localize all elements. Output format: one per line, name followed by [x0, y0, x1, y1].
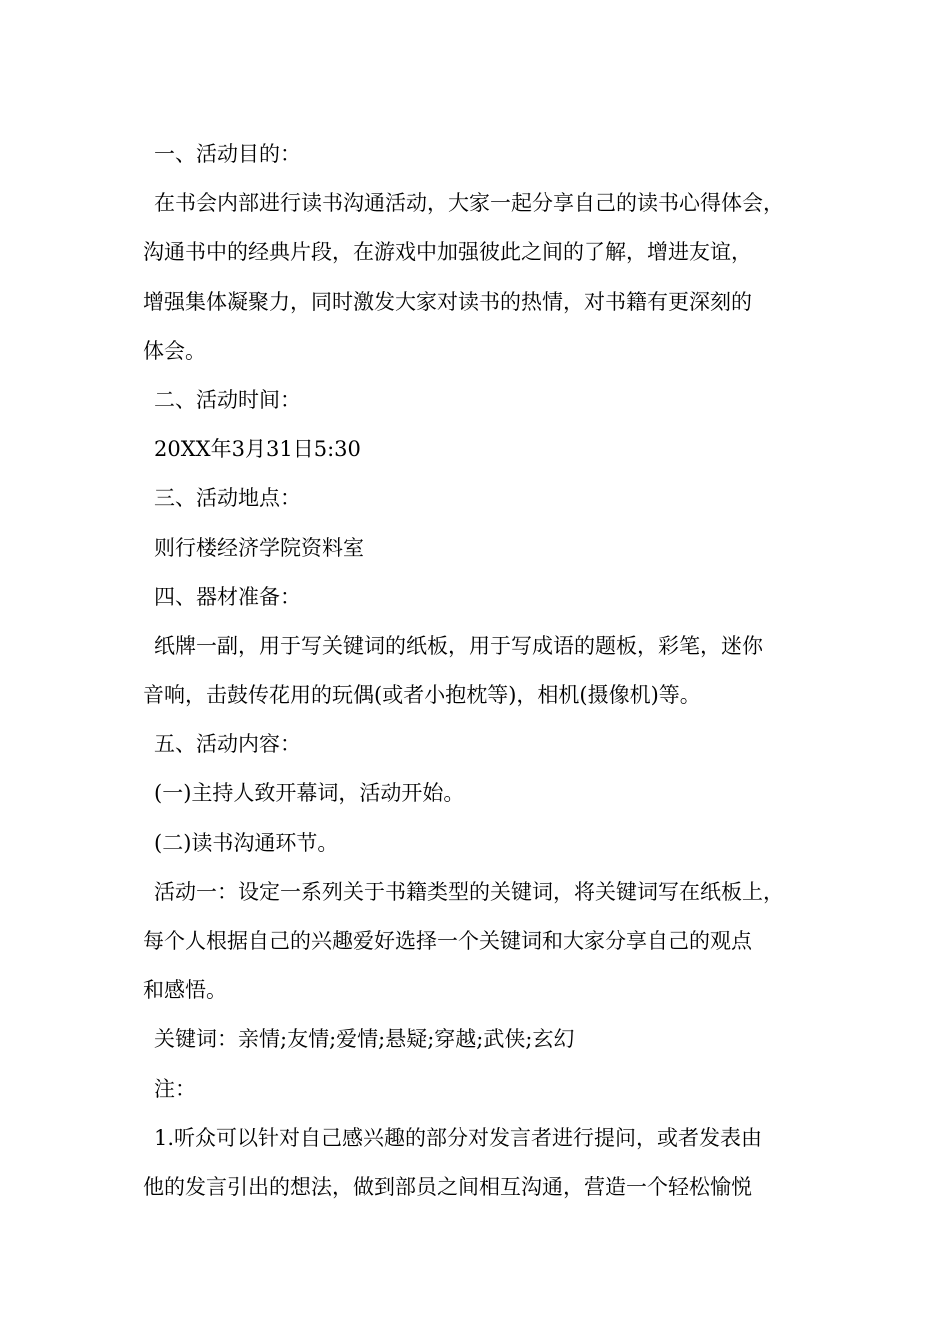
- paragraph-line: 和感悟。: [143, 978, 227, 1003]
- heading-activity-location: 三、活动地点：: [154, 486, 301, 511]
- paragraph-line: 体会。: [143, 338, 206, 363]
- paragraph-line: 则行楼经济学院资料室: [154, 535, 364, 560]
- document-body: [143, 130, 823, 1212]
- note-heading: 注：: [154, 1076, 196, 1101]
- paragraph-line: 纸牌一副，用于写关键词的纸板，用于写成语的题板，彩笔，迷你: [154, 633, 763, 658]
- heading-equipment: 四、器材准备：: [154, 584, 301, 609]
- note-item: 1.听众可以针对自己感兴趣的部分对发言者进行提问，或者发表由: [154, 1125, 763, 1150]
- heading-activity-purpose: 一、活动目的：: [154, 142, 301, 166]
- heading-activity-time: 二、活动时间：: [154, 387, 301, 412]
- paragraph-line: 在书会内部进行读书沟通活动，大家一起分享自己的读书心得体会，: [154, 191, 784, 216]
- list-item: (二)读书沟通环节。: [154, 830, 339, 855]
- paragraph-line: 音响，击鼓传花用的玩偶(或者小抱枕等)，相机(摄像机)等。: [143, 683, 701, 708]
- heading-activity-content: 五、活动内容：: [154, 732, 301, 757]
- keywords-line: 关键词：亲情;友情;爱情;悬疑;穿越;武侠;玄幻: [154, 1027, 575, 1052]
- paragraph-line: 20XX年3月31日5:30: [154, 437, 361, 462]
- paragraph-line: 沟通书中的经典片段，在游戏中加强彼此之间的了解，增进友谊，: [143, 240, 752, 265]
- paragraph-line: 增强集体凝聚力，同时激发大家对读书的热情，对书籍有更深刻的: [143, 289, 752, 314]
- list-item: (一)主持人致开幕词，活动开始。: [154, 781, 465, 806]
- paragraph-line: 他的发言引出的想法，做到部员之间相互沟通，营造一个轻松愉悦: [143, 1174, 752, 1199]
- paragraph-line: 活动一：设定一系列关于书籍类型的关键词，将关键词写在纸板上，: [154, 879, 784, 904]
- paragraph-line: 每个人根据自己的兴趣爱好选择一个关键词和大家分享自己的观点: [143, 929, 752, 953]
